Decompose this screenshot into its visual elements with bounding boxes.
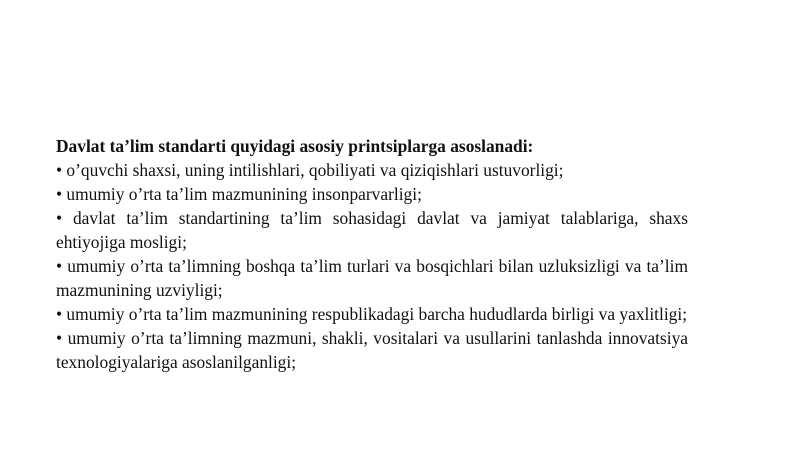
bullet-item: • umumiy o’rta ta’limning boshqa ta’lim turlari va bosqichlari bilan uzluksizligi va ta’lim mazmunining uzviyligi; bbox=[56, 256, 688, 300]
bullet-item: • davlat ta’lim standartining ta’lim sohasidagi davlat va jamiyat talablariga, shaxs ehtiyojiga mosligi; bbox=[56, 208, 688, 252]
bullet-item: • umumiy o’rta ta’lim mazmunining respublikadagi barcha hududlarda birligi va yaxlitligi; bbox=[56, 304, 688, 324]
bullet-item: • o’quvchi shaxsi, uning intilishlari, qobiliyati va qiziqishlari ustuvorligi; bbox=[56, 160, 564, 180]
text-block bbox=[56, 134, 688, 374]
heading: Davlat ta’lim standarti quyidagi asosiy printsiplarga asoslanadi: bbox=[56, 136, 534, 156]
bullet-item: • umumiy o’rta ta’limning mazmuni, shakli, vositalari va usullarini tanlashda innovatsiya texnologiyalariga asoslanilganligi; bbox=[56, 328, 688, 372]
bullet-item: • umumiy o’rta ta’lim mazmunining insonparvarligi; bbox=[56, 184, 422, 204]
